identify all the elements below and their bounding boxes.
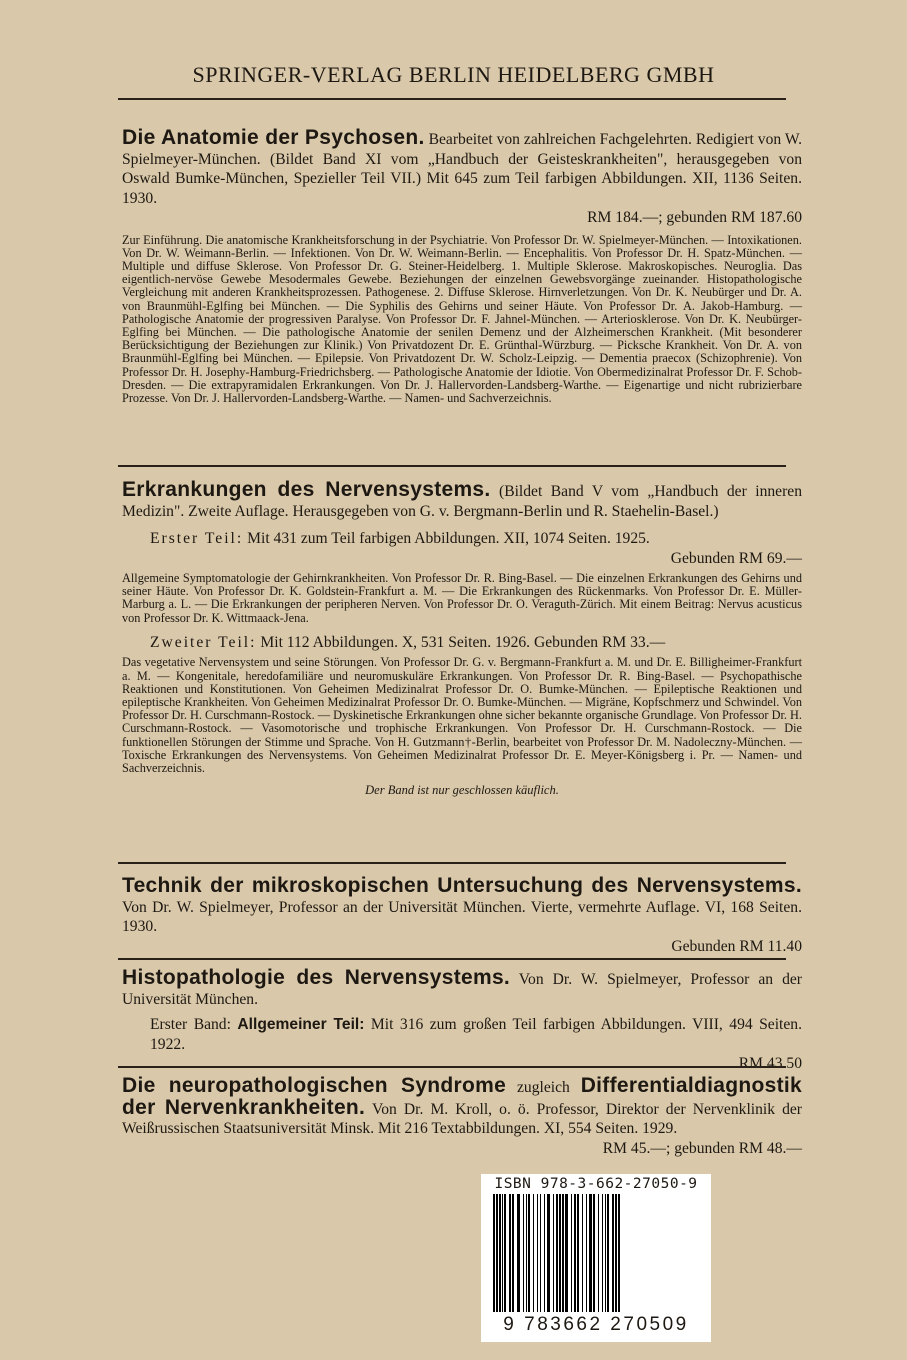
book-title: Die Anatomie der Psychosen. — [122, 126, 425, 149]
book-description: Von Dr. W. Spielmeyer, Professor an der Universität München. — [122, 971, 802, 1008]
barcode-bar — [605, 1194, 606, 1312]
book-title: Histopathologie des Nervensystems. — [122, 966, 511, 989]
barcode-bar — [586, 1194, 587, 1312]
book-title-joiner: zugleich — [506, 1079, 581, 1096]
barcode-bar — [607, 1194, 609, 1312]
sales-note: Der Band ist nur geschlossen käuflich. — [365, 783, 559, 798]
book-price: RM 184.—; gebunden RM 187.60 — [587, 209, 802, 226]
section-rule — [118, 465, 786, 467]
barcode-bar — [565, 1194, 568, 1312]
book-description: Von Dr. W. Spielmeyer, Professor an der Universität München. Vierte, vermehrte Auflage. VI, 168 Seiten. 1930. — [122, 898, 802, 935]
part-text: Mit 431 zum Teil farbigen Abbildungen. XII, 1074 Seiten. 1925. — [243, 530, 650, 547]
barcode-bar — [547, 1194, 550, 1312]
book-histopathologie — [122, 968, 802, 1074]
book-price: RM 43.50 — [738, 1055, 802, 1072]
barcode-bar — [502, 1194, 503, 1312]
barcode-bar — [612, 1194, 614, 1312]
book-syndrome — [122, 1076, 802, 1158]
barcode-bar — [523, 1194, 524, 1312]
barcode-bar — [517, 1194, 520, 1312]
barcode-bar — [556, 1194, 558, 1312]
barcode-bar — [602, 1194, 603, 1312]
barcode-bar — [499, 1194, 501, 1312]
barcode-bar — [493, 1194, 495, 1312]
barcode-bar — [562, 1194, 564, 1312]
part-label: Erster Teil: — [150, 530, 244, 547]
barcode-bar — [528, 1194, 530, 1312]
part-title: Allgemeiner Teil: — [237, 1016, 365, 1033]
isbn-barcode — [481, 1174, 711, 1342]
book-title: Technik der mikroskopischen Untersuchung des Nervensystems. — [122, 874, 802, 897]
barcode-bar — [533, 1194, 534, 1312]
barcode-bar — [577, 1194, 579, 1312]
section-rule — [118, 1066, 786, 1068]
publisher-header: SPRINGER-VERLAG BERLIN HEIDELBERG GMBH — [192, 62, 715, 87]
barcode-bar — [593, 1194, 595, 1312]
part-price: Gebunden RM 69.— — [670, 549, 802, 567]
barcode-bar — [512, 1194, 514, 1312]
barcode-bar — [582, 1194, 583, 1312]
book-title-continued: Differentialdiagnostik der Nervenkrankheiten. — [122, 1074, 802, 1119]
barcode-bar — [526, 1194, 527, 1312]
barcode-bar — [618, 1194, 620, 1312]
barcode-bar — [574, 1194, 576, 1312]
part-text: Mit 112 Abbildungen. X, 531 Seiten. 1926. Gebunden RM 33.— — [256, 633, 666, 651]
book-description: Bearbeitet von zahlreichen Fachgelehrten. Redigiert von W. Spielmeyer-München. (Bildet Band XI vom „Handbuch der Geisteskrankheiten", herausgegeben von Oswald Bumke-München, Spezieller Teil VII.) Mit 645 zum Teil farbigen Abbildungen. XII, 1136 Seiten. 1930. — [122, 131, 802, 207]
book-title: Die neuropathologischen Syndrome — [122, 1074, 507, 1097]
part-contents: Das vegetative Nervensystem und seine Störungen. Von Professor Dr. G. v. Bergmann-Frankfurt a. M. und Dr. E. Billigheimer-Frankfurt a. M. — Kongenitale, heredofamiliäre und neuromuskuläre Erkrankungen. Von Professor Dr. R. Bing-Basel. — Psychopathische Reaktionen und Konstitutionen. Von Geheimen Medizinalrat Professor Dr. O. Bumke-München. — Epileptische Reaktionen und epileptische Krankheiten. Von Geheimen Medizinalrat Professor Dr. O. Bumke-München. — Migräne, Kopfschmerz und Schwindel. Von Professor Dr. H. Curschmann-Rostock. — Dyskinetische Erkrankungen ohne sicher bekannte organische Grundlage. Von Professor Dr. H. Curschmann-Rostock. — Vasomotorische und trophische Erkrankungen. Von Professor Dr. H. Curschmann-Rostock. — Die funktionellen Störungen der Stimme und Sprache. Von H. Gutzmann†-Berlin, bearbeitet von Professor Dr. M. Nadoleczny-München. — Toxische Erkrankungen des Nervensystems. Von Geheimen Medizinalrat Professor Dr. E. Meyer-Königsberg i. Pr. — Namen- und Sachverzeichnis. — [122, 655, 802, 775]
barcode-bar — [509, 1194, 511, 1312]
book-erkrankungen — [122, 480, 802, 811]
ean-number: 9 783662 270509 — [503, 1314, 689, 1335]
book-technik — [122, 876, 802, 956]
book-price: RM 45.—; gebunden RM 48.— — [602, 1139, 802, 1157]
barcode-bar — [544, 1194, 545, 1312]
book-anatomie — [122, 128, 802, 405]
barcode-bar — [537, 1194, 538, 1312]
barcode-bar — [598, 1194, 599, 1312]
part-label: Erster Band: — [150, 1016, 238, 1033]
section-rule — [118, 862, 786, 864]
barcode-bar — [496, 1194, 498, 1312]
part-label: Zweiter Teil: — [150, 633, 257, 651]
barcode-bar — [504, 1194, 506, 1312]
book-contents: Zur Einführung. Die anatomische Krankheitsforschung in der Psychiatrie. Von Professor Dr. W. Spielmeyer-München. — Intoxikationen. Von Dr. W. Weimann-Berlin. — Infektionen. Von Dr. W. Weimann-Berlin. — Encephalitis. Von Professor Dr. H. Spatz-München. — Multiple und diffuse Sklerose. Von Professor Dr. G. Steiner-Heidelberg. 1. Multiple Sklerose. Makroskopisches. Neuroglia. Das eigentlich-nervöse Gewebe Mesodermales Gewebe. Beziehungen der einzelnen Gewebsvorgänge zueinander. Histopathologische Vergleichung mit anderen Krankheitsprozessen. Pathogenese. 2. Diffuse Sklerose. Hirnverletzungen. Von Dr. K. Neubürger und Dr. A. von Braunmühl-Eglfing bei München. — Die Syphilis des Gehirns und seiner Häute. Von Professor Dr. A. Jakob-Hamburg. — Pathologische Anatomie der progressiven Paralyse. Von Professor Dr. F. Jahnel-München. — Arteriosklerose. Von Dr. K. Neubürger-Eglfing bei München. — Die pathologische Anatomie der senilen Demenz und der Alzheimerschen Krankheit. (Mit besonderer Berücksichtigung der Beziehungen zur Klinik.) Von Privatdozent Dr. E. Grünthal-Würzburg. — Picksche Krankheit. Von Dr. A. von Braunmühl-Eglfing bei München. — Epilepsie. Von Privatdozent Dr. W. Scholz-Leipzig. — Dementia praecox (Schizophrenie). Von Professor Dr. H. Josephy-Hamburg-Friedrichsberg. — Pathologische Anatomie der Idiotie. Von Obermedizinalrat Professor Dr. F. Schob-Dresden. — Die extrapyramidalen Erkrankungen. Von Dr. J. Hallervorden-Landsberg-Warthe. — Eigenartige und nicht rubrizierbare Prozesse. Von Dr. J. Hallervorden-Landsberg-Warthe. — Namen- und Sachverzeichnis. — [122, 232, 802, 405]
barcode-bar — [559, 1194, 561, 1312]
book-price: Gebunden RM 11.40 — [671, 937, 802, 955]
book-description: Von Dr. M. Kroll, o. ö. Professor, Direktor der Nervenklinik der Weißrussischen Staatsuniversität Minsk. Mit 216 Textabbildungen. XI, 554 Seiten. 1929. — [122, 1100, 803, 1137]
section-rule — [118, 958, 786, 960]
barcode-bar — [553, 1194, 554, 1312]
part-contents: Allgemeine Symptomatologie der Gehirnkrankheiten. Von Professor Dr. R. Bing-Basel. — Die einzelnen Erkrankungen des Gehirns und seiner Häute. Von Professor Dr. K. Goldstein-Frankfurt a. M. — Die Erkrankungen des Rückenmarks. Von Professor Dr. E. Müller-Marburg a. L. — Die Erkrankungen der peripheren Nerven. Von Professor Dr. O. Veraguth-Zürich. Mit einem Beitrag: Nervus acusticus von Professor Dr. K. Wittmaack-Jena. — [122, 571, 802, 625]
barcode-bar — [615, 1194, 617, 1312]
barcode-bars — [491, 1194, 701, 1314]
barcode-bar — [571, 1194, 572, 1312]
barcode-bar — [589, 1194, 592, 1312]
book-description: (Bildet Band V vom „Handbuch der inneren Medizin". Zweite Auflage. Herausgegeben von G. v. Bergmann-Berlin und R. Staehelin-Basel.) — [122, 483, 802, 520]
header-rule — [118, 98, 786, 100]
part-text: Mit 316 zum großen Teil farbigen Abbildungen. VIII, 494 Seiten. 1922. — [150, 1016, 803, 1053]
barcode-bar — [540, 1194, 541, 1312]
isbn-number: ISBN 978-3-662-27050-9 — [494, 1176, 698, 1192]
book-title: Erkrankungen des Nervensystems. — [122, 478, 491, 501]
